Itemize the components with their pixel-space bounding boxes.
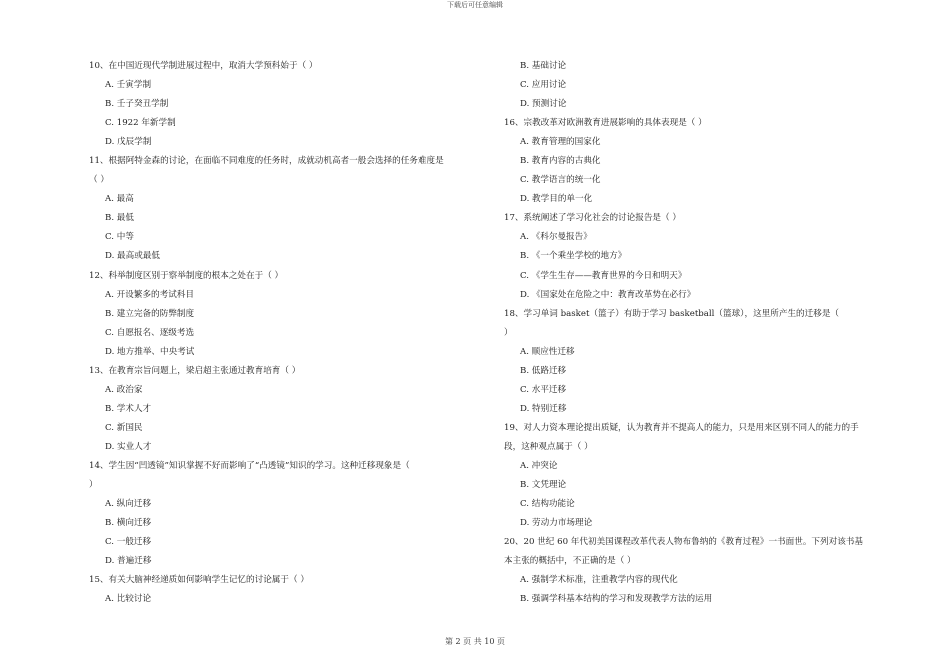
answer-option: A. 最高 — [105, 194, 134, 205]
answer-option: D. 特别迁移 — [520, 403, 567, 414]
answer-option: B. 最低 — [105, 213, 134, 224]
question-text: 19、对人力资本理论提出质疑，认为教育并不提高人的能力，只是用来区别不同人的能力的手 — [504, 422, 859, 433]
answer-option: C. 《学生生存——教育世界的今日和明天》 — [520, 270, 687, 281]
answer-option: C. 水平迁移 — [520, 384, 567, 395]
question-text: 16、宗教改革对欧洲教育进展影响的具体表现是（ ） — [504, 118, 707, 129]
answer-option: B. 强调学科基本结构的学习和发现教学方法的运用 — [520, 594, 713, 605]
answer-option: A. 冲突论 — [520, 460, 558, 471]
question-text: 14、学生因“凹透镜”知识掌握不好而影响了“凸透镜”知识的学习。这种迁移现象是（ — [89, 460, 410, 471]
question-text: 15、有关大脑神经递质如何影响学生记忆的讨论属于（ ） — [89, 575, 309, 586]
answer-option: A. 开设繁多的考试科目 — [105, 289, 195, 300]
answer-option: D. 地方推举、中央考试 — [105, 346, 195, 357]
question-text: 11、根据阿特金森的讨论，在面临不同难度的任务时，成就动机高者一般会选择的任务难度是 — [89, 156, 444, 167]
question-continuation: 段，这种观点属于（ ） — [504, 441, 593, 452]
question-continuation: ） — [504, 327, 513, 338]
question-text: 13、在教育宗旨问题上，梁启超主张通过教育培育（ ） — [89, 365, 301, 376]
page-footer: 第 2 页 共 10 页 — [445, 637, 505, 646]
answer-option: C. 新国民 — [105, 422, 143, 433]
answer-option: B. 《一个乘坐学校的地方》 — [520, 251, 627, 262]
answer-option: B. 建立完备的防弊制度 — [105, 308, 195, 319]
page-header: 下载后可任意编辑 — [447, 1, 503, 9]
answer-option: D. 实业人才 — [105, 441, 152, 452]
question-text: 17、系统阐述了学习化社会的讨论报告是（ ） — [504, 213, 681, 224]
answer-option: A. 比较讨论 — [105, 594, 152, 605]
answer-option: B. 壬子癸丑学制 — [105, 99, 169, 110]
answer-option: A. 《科尔曼报告》 — [520, 232, 592, 243]
answer-option: A. 强制学术标准，注重教学内容的现代化 — [520, 575, 678, 586]
answer-option: C. 自愿报名、逐级考选 — [105, 327, 195, 338]
answer-option: A. 政治家 — [105, 384, 143, 395]
question-text: 18、学习单词 basket（篮子）有助于学习 basketball（篮球），这里所产生的迁移是（ — [504, 308, 840, 319]
answer-option: B. 低路迁移 — [520, 365, 567, 376]
answer-option: C. 中等 — [105, 232, 134, 243]
answer-option: D. 普遍迁移 — [105, 556, 152, 567]
answer-option: B. 横向迁移 — [105, 518, 152, 529]
question-text: 12、科举制度区别于察举制度的根本之处在于（ ） — [89, 270, 284, 281]
answer-option: B. 学术人才 — [105, 403, 152, 414]
answer-option: C. 应用讨论 — [520, 80, 567, 91]
answer-option: C. 一般迁移 — [105, 537, 152, 548]
answer-option: A. 顺应性迁移 — [520, 346, 575, 357]
answer-option: C. 结构功能论 — [520, 499, 575, 510]
answer-option: C. 1922 年新学制 — [105, 118, 176, 129]
right-column — [504, 57, 904, 609]
question-text: 20、20 世纪 60 年代初美国课程改革代表人物布鲁纳的《教育过程》一书面世。下列对该书基 — [504, 537, 863, 548]
answer-option: D. 最高或最低 — [105, 251, 161, 262]
answer-option: B. 基础讨论 — [520, 61, 567, 71]
question-continuation: ） — [89, 480, 98, 491]
answer-option: C. 教学语言的统一化 — [520, 175, 601, 186]
question-text: 10、在中国近现代学制进展过程中，取消大学预科始于（ ） — [89, 61, 318, 71]
left-column — [89, 57, 484, 609]
question-continuation: （ ） — [89, 175, 109, 186]
answer-option: D. 戊辰学制 — [105, 137, 152, 148]
answer-option: B. 文凭理论 — [520, 480, 567, 491]
answer-option: A. 纵向迁移 — [105, 499, 152, 510]
answer-option: D. 《国家处在危险之中：教育改革势在必行》 — [520, 289, 696, 300]
answer-option: D. 预测讨论 — [520, 99, 567, 110]
answer-option: B. 教育内容的古典化 — [520, 156, 601, 167]
question-continuation: 本主张的概括中，不正确的是（ ） — [504, 556, 636, 567]
answer-option: D. 劳动力市场理论 — [520, 518, 593, 529]
answer-option: A. 教育管理的国家化 — [520, 137, 601, 148]
answer-option: A. 壬寅学制 — [105, 80, 152, 91]
answer-option: D. 教学目的单一化 — [520, 194, 593, 205]
